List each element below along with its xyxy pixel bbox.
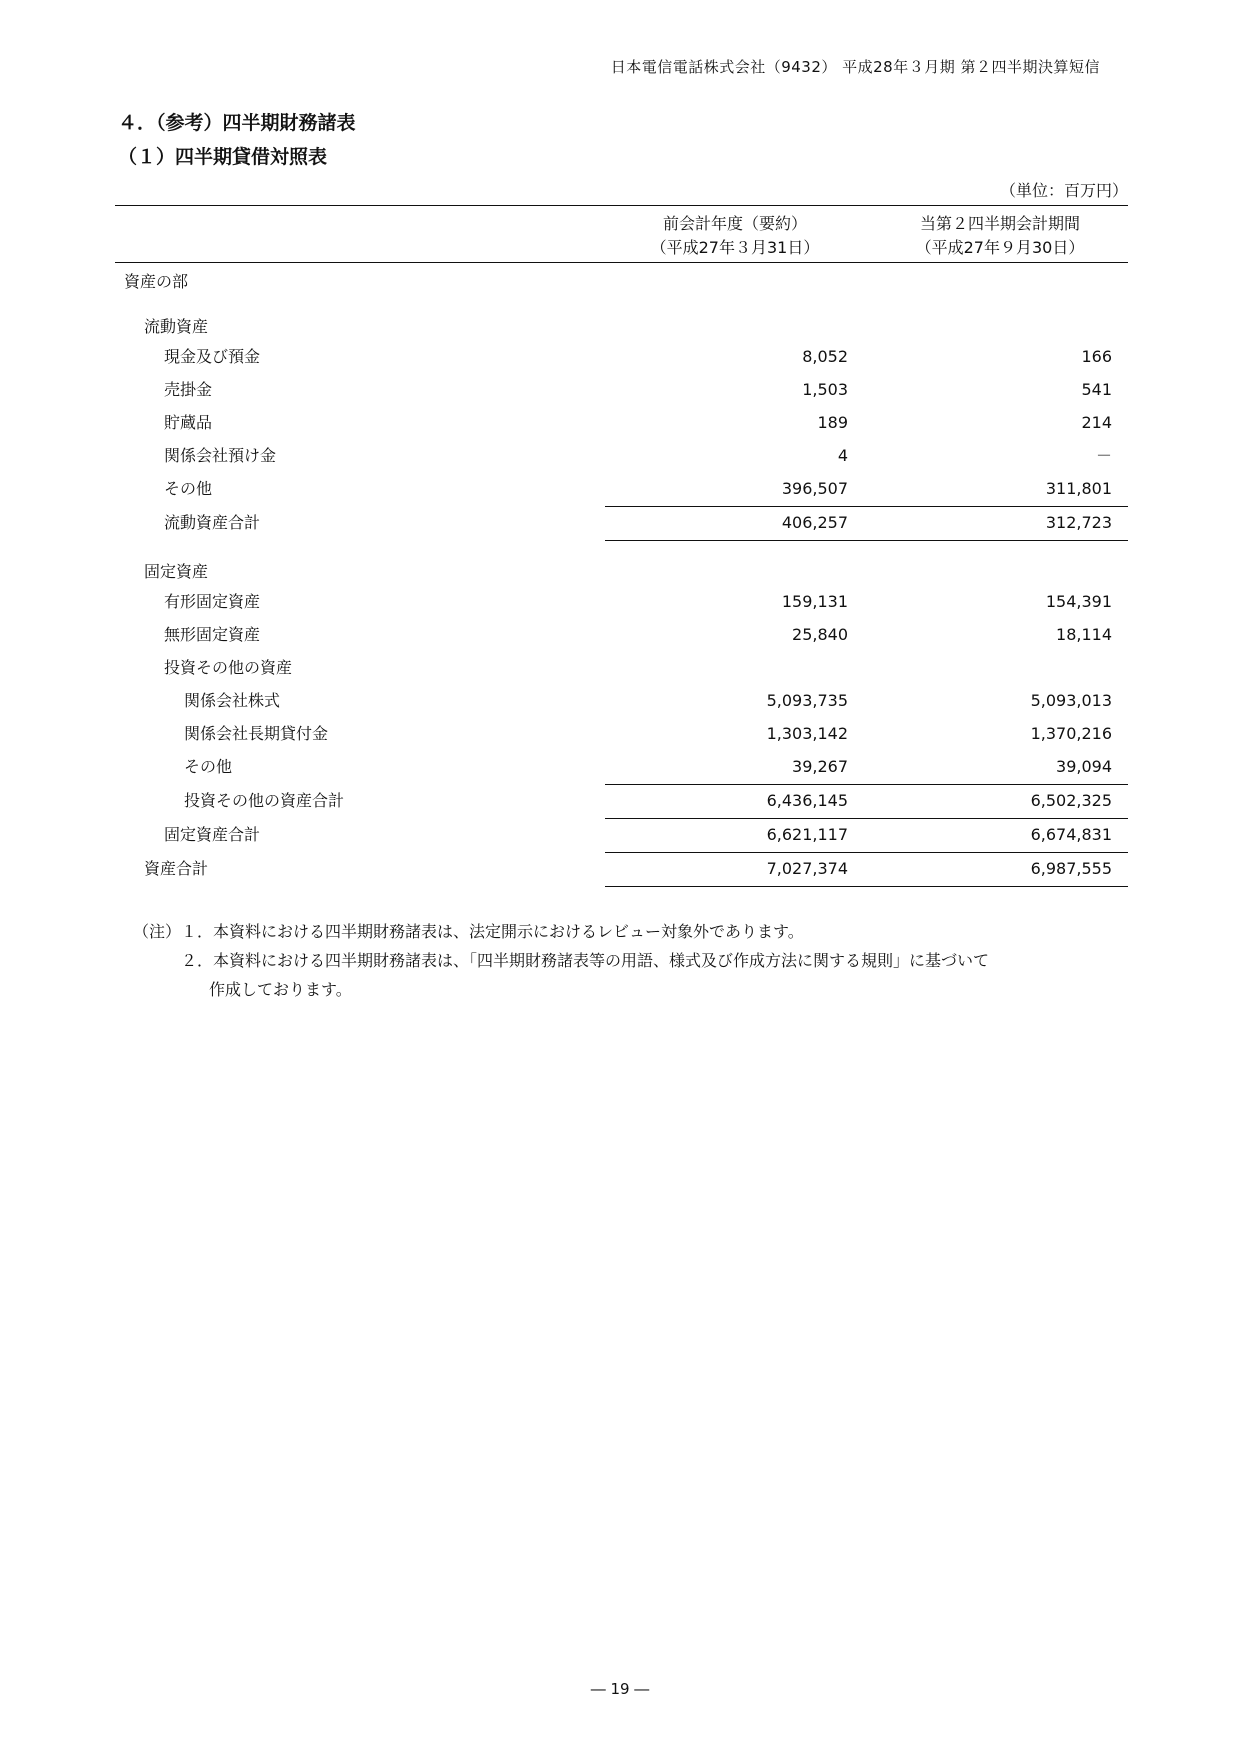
row-label: その他 bbox=[164, 479, 213, 498]
page-number: ― 19 ― bbox=[590, 1680, 650, 1698]
table-row bbox=[118, 618, 1128, 651]
table-row bbox=[118, 439, 1128, 472]
value-curr: 1,370,216 bbox=[1030, 724, 1112, 743]
column-header-prev bbox=[605, 212, 865, 260]
table-row bbox=[118, 555, 1128, 588]
column-header-curr-line1: 当第２四半期会計期間 bbox=[919, 214, 1080, 233]
value-curr: 5,093,013 bbox=[1030, 691, 1112, 710]
table-row bbox=[118, 585, 1128, 618]
value-curr: 6,502,325 bbox=[1030, 791, 1112, 810]
row-label: 投資その他の資産合計 bbox=[184, 791, 345, 810]
value-curr: 312,723 bbox=[1045, 513, 1112, 532]
value-prev: 8,052 bbox=[802, 347, 848, 366]
value-prev: 6,621,117 bbox=[766, 825, 848, 844]
table-row bbox=[118, 310, 1128, 343]
value-prev: 39,267 bbox=[792, 757, 848, 776]
section-title: ４．（参考）四半期財務諸表 bbox=[118, 112, 356, 134]
row-label: 資産の部 bbox=[124, 272, 189, 291]
row-label: 売掛金 bbox=[164, 380, 213, 399]
table-row bbox=[118, 340, 1128, 373]
table-row bbox=[118, 406, 1128, 439]
row-label: 流動資産 bbox=[144, 317, 209, 336]
row-label: 関係会社長期貸付金 bbox=[184, 724, 329, 743]
value-prev: 406,257 bbox=[781, 513, 848, 532]
row-label: 固定資産合計 bbox=[164, 825, 261, 844]
subtotal-rule bbox=[605, 540, 1128, 541]
table-row bbox=[118, 506, 1128, 539]
table-row bbox=[118, 784, 1128, 817]
row-label: 固定資産 bbox=[144, 562, 209, 581]
row-label: 貯蔵品 bbox=[164, 413, 213, 432]
value-curr: 6,674,831 bbox=[1030, 825, 1112, 844]
row-label: 有形固定資産 bbox=[164, 592, 261, 611]
value-prev: 1,503 bbox=[802, 380, 848, 399]
row-label: 資産合計 bbox=[144, 859, 209, 878]
value-prev: 1,303,142 bbox=[766, 724, 848, 743]
value-prev: 396,507 bbox=[781, 479, 848, 498]
table-row bbox=[118, 852, 1128, 885]
row-label: 関係会社預け金 bbox=[164, 446, 277, 465]
value-prev: 189 bbox=[817, 413, 848, 432]
column-header-curr-line2: （平成27年９月30日） bbox=[915, 238, 1085, 257]
row-label: 無形固定資産 bbox=[164, 625, 261, 644]
note-line-3: 作成しております。 bbox=[209, 980, 352, 999]
value-prev: 6,436,145 bbox=[766, 791, 848, 810]
table-row bbox=[118, 265, 1128, 298]
row-label: 流動資産合計 bbox=[164, 513, 261, 532]
note-line-2: ２．本資料における四半期財務諸表は、「四半期財務諸表等の用語、様式及び作成方法に関する規則」に基づいて bbox=[181, 951, 990, 970]
value-prev: 4 bbox=[837, 446, 848, 465]
value-curr: 18,114 bbox=[1056, 625, 1112, 644]
column-header-prev-line2: （平成27年３月31日） bbox=[650, 238, 820, 257]
value-curr: 541 bbox=[1081, 380, 1112, 399]
value-curr: 154,391 bbox=[1045, 592, 1112, 611]
table-header-rule bbox=[115, 262, 1128, 263]
value-prev: 159,131 bbox=[781, 592, 848, 611]
table-row bbox=[118, 717, 1128, 750]
row-label: 投資その他の資産 bbox=[164, 658, 293, 677]
table-row bbox=[118, 472, 1128, 505]
notes-head: （注） bbox=[133, 922, 182, 941]
column-header-prev-line1: 前会計年度（要約） bbox=[662, 214, 807, 233]
row-label: 関係会社株式 bbox=[184, 691, 281, 710]
value-curr: － bbox=[1095, 446, 1112, 465]
table-row bbox=[118, 684, 1128, 717]
value-prev: 7,027,374 bbox=[766, 859, 848, 878]
unit-note: （単位：百万円） bbox=[999, 181, 1128, 200]
value-curr: 39,094 bbox=[1056, 757, 1112, 776]
table-row bbox=[118, 818, 1128, 851]
value-prev: 25,840 bbox=[792, 625, 848, 644]
value-prev: 5,093,735 bbox=[766, 691, 848, 710]
value-curr: 311,801 bbox=[1045, 479, 1112, 498]
row-label: 現金及び預金 bbox=[164, 347, 261, 366]
table-row bbox=[118, 651, 1128, 684]
value-curr: 6,987,555 bbox=[1030, 859, 1112, 878]
row-label: その他 bbox=[184, 757, 233, 776]
table-top-rule bbox=[115, 205, 1128, 206]
table-row bbox=[118, 750, 1128, 783]
sub-title: （１）四半期貸借対照表 bbox=[118, 146, 328, 168]
document-header: 日本電信電話株式会社（9432） 平成28年３月期 第２四半期決算短信 bbox=[610, 58, 1100, 76]
note-line-1: １．本資料における四半期財務諸表は、法定開示におけるレビュー対象外であります。 bbox=[181, 922, 804, 941]
value-curr: 214 bbox=[1081, 413, 1112, 432]
column-header-curr bbox=[870, 212, 1130, 260]
value-curr: 166 bbox=[1081, 347, 1112, 366]
total-rule bbox=[605, 886, 1128, 887]
table-row bbox=[118, 373, 1128, 406]
